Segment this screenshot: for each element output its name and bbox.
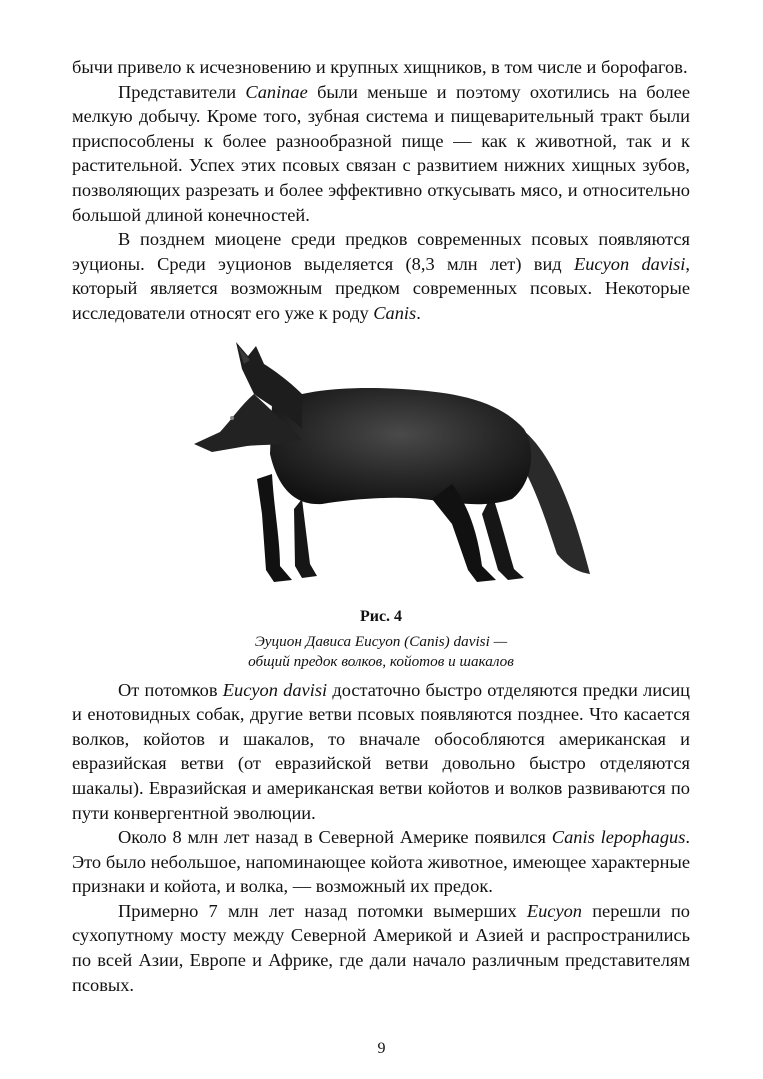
figure-caption-line-2: общий предок волков, койотов и шакалов: [248, 652, 514, 670]
paragraph: [72, 825, 690, 899]
text-run: достаточно быстро отделяются предки лисиц и енотовидных собак, другие ветви псовых появляются позднее. Что касается волков, койотов и шакалов, то вначале обособляются американская и евразийская ветви (от евразийской ветви довольно быстро отделяются шакалы). Евразийская и американская ветви койотов и волков развиваются по пути конвергентной эволюции.: [72, 679, 691, 823]
text-run: перешли по сухопутному мосту между Северной Америкой и Азией и распространились по всей Азии, Европе и Африке, где дали начало различным представителям псовых.: [72, 900, 690, 995]
paragraph: [72, 899, 690, 997]
latin-term: Caninae: [245, 81, 308, 102]
text-block-top: [72, 55, 690, 326]
text-block-bottom: [72, 678, 690, 998]
text-run: бычи привело к исчезновению и крупных хищников, в том числе и борофагов.: [72, 57, 688, 77]
latin-term: Canis: [373, 302, 417, 323]
paragraph: [72, 55, 690, 80]
text-run: В позднем миоцене среди предков современных псовых появляются эуционы. Среди эуционов выделяется (8,3 млн лет) вид: [72, 229, 690, 274]
text-run: От потомков: [118, 679, 223, 700]
page-number: 9: [377, 1040, 386, 1057]
text-run: .: [416, 302, 421, 323]
text-run: были меньше и поэтому охотились на более мелкую добычу. Кроме того, зубная система и пищеварительный тракт были приспособлены к более разнообразной пище — как к животной, так и к растительной. Успех этих псовых связан с развитием нижних хищных зубов, позволяющих разрезать и более эффективно откусывать мясо, и относительно большой длиной конечностей.: [72, 81, 691, 225]
text-run: Примерно 7 млн лет назад потомки вымерших: [118, 900, 527, 921]
text-run: , который является возможным предком современных псовых. Некоторые исследователи относят его уже к роду: [72, 253, 691, 323]
paragraph: [72, 80, 690, 228]
page-body: [72, 55, 690, 997]
wolf-illustration: [152, 334, 602, 602]
paragraph: [72, 678, 690, 826]
latin-term: Eucyon: [526, 900, 583, 921]
latin-term: Canis lepophagus: [551, 827, 686, 848]
figure-caption-line-1: Эуцион Дависа Eucyon (Canis) davisi —: [254, 632, 508, 650]
figure-caption: [72, 632, 690, 672]
text-run: Около 8 млн лет назад в Северной Америке появился: [118, 827, 552, 848]
text-run: Представители: [118, 81, 246, 102]
text-run: . Это было небольшое, напоминающее койота животное, имеющее характерные признаки и койота, и волка, — возможный их предок.: [72, 827, 690, 897]
figure-4: [72, 334, 690, 602]
latin-term: Eucyon davisi: [222, 679, 328, 700]
paragraph: [72, 227, 690, 325]
latin-term: Eucyon davisi: [574, 253, 686, 274]
figure-number: Рис. 4: [359, 607, 403, 625]
